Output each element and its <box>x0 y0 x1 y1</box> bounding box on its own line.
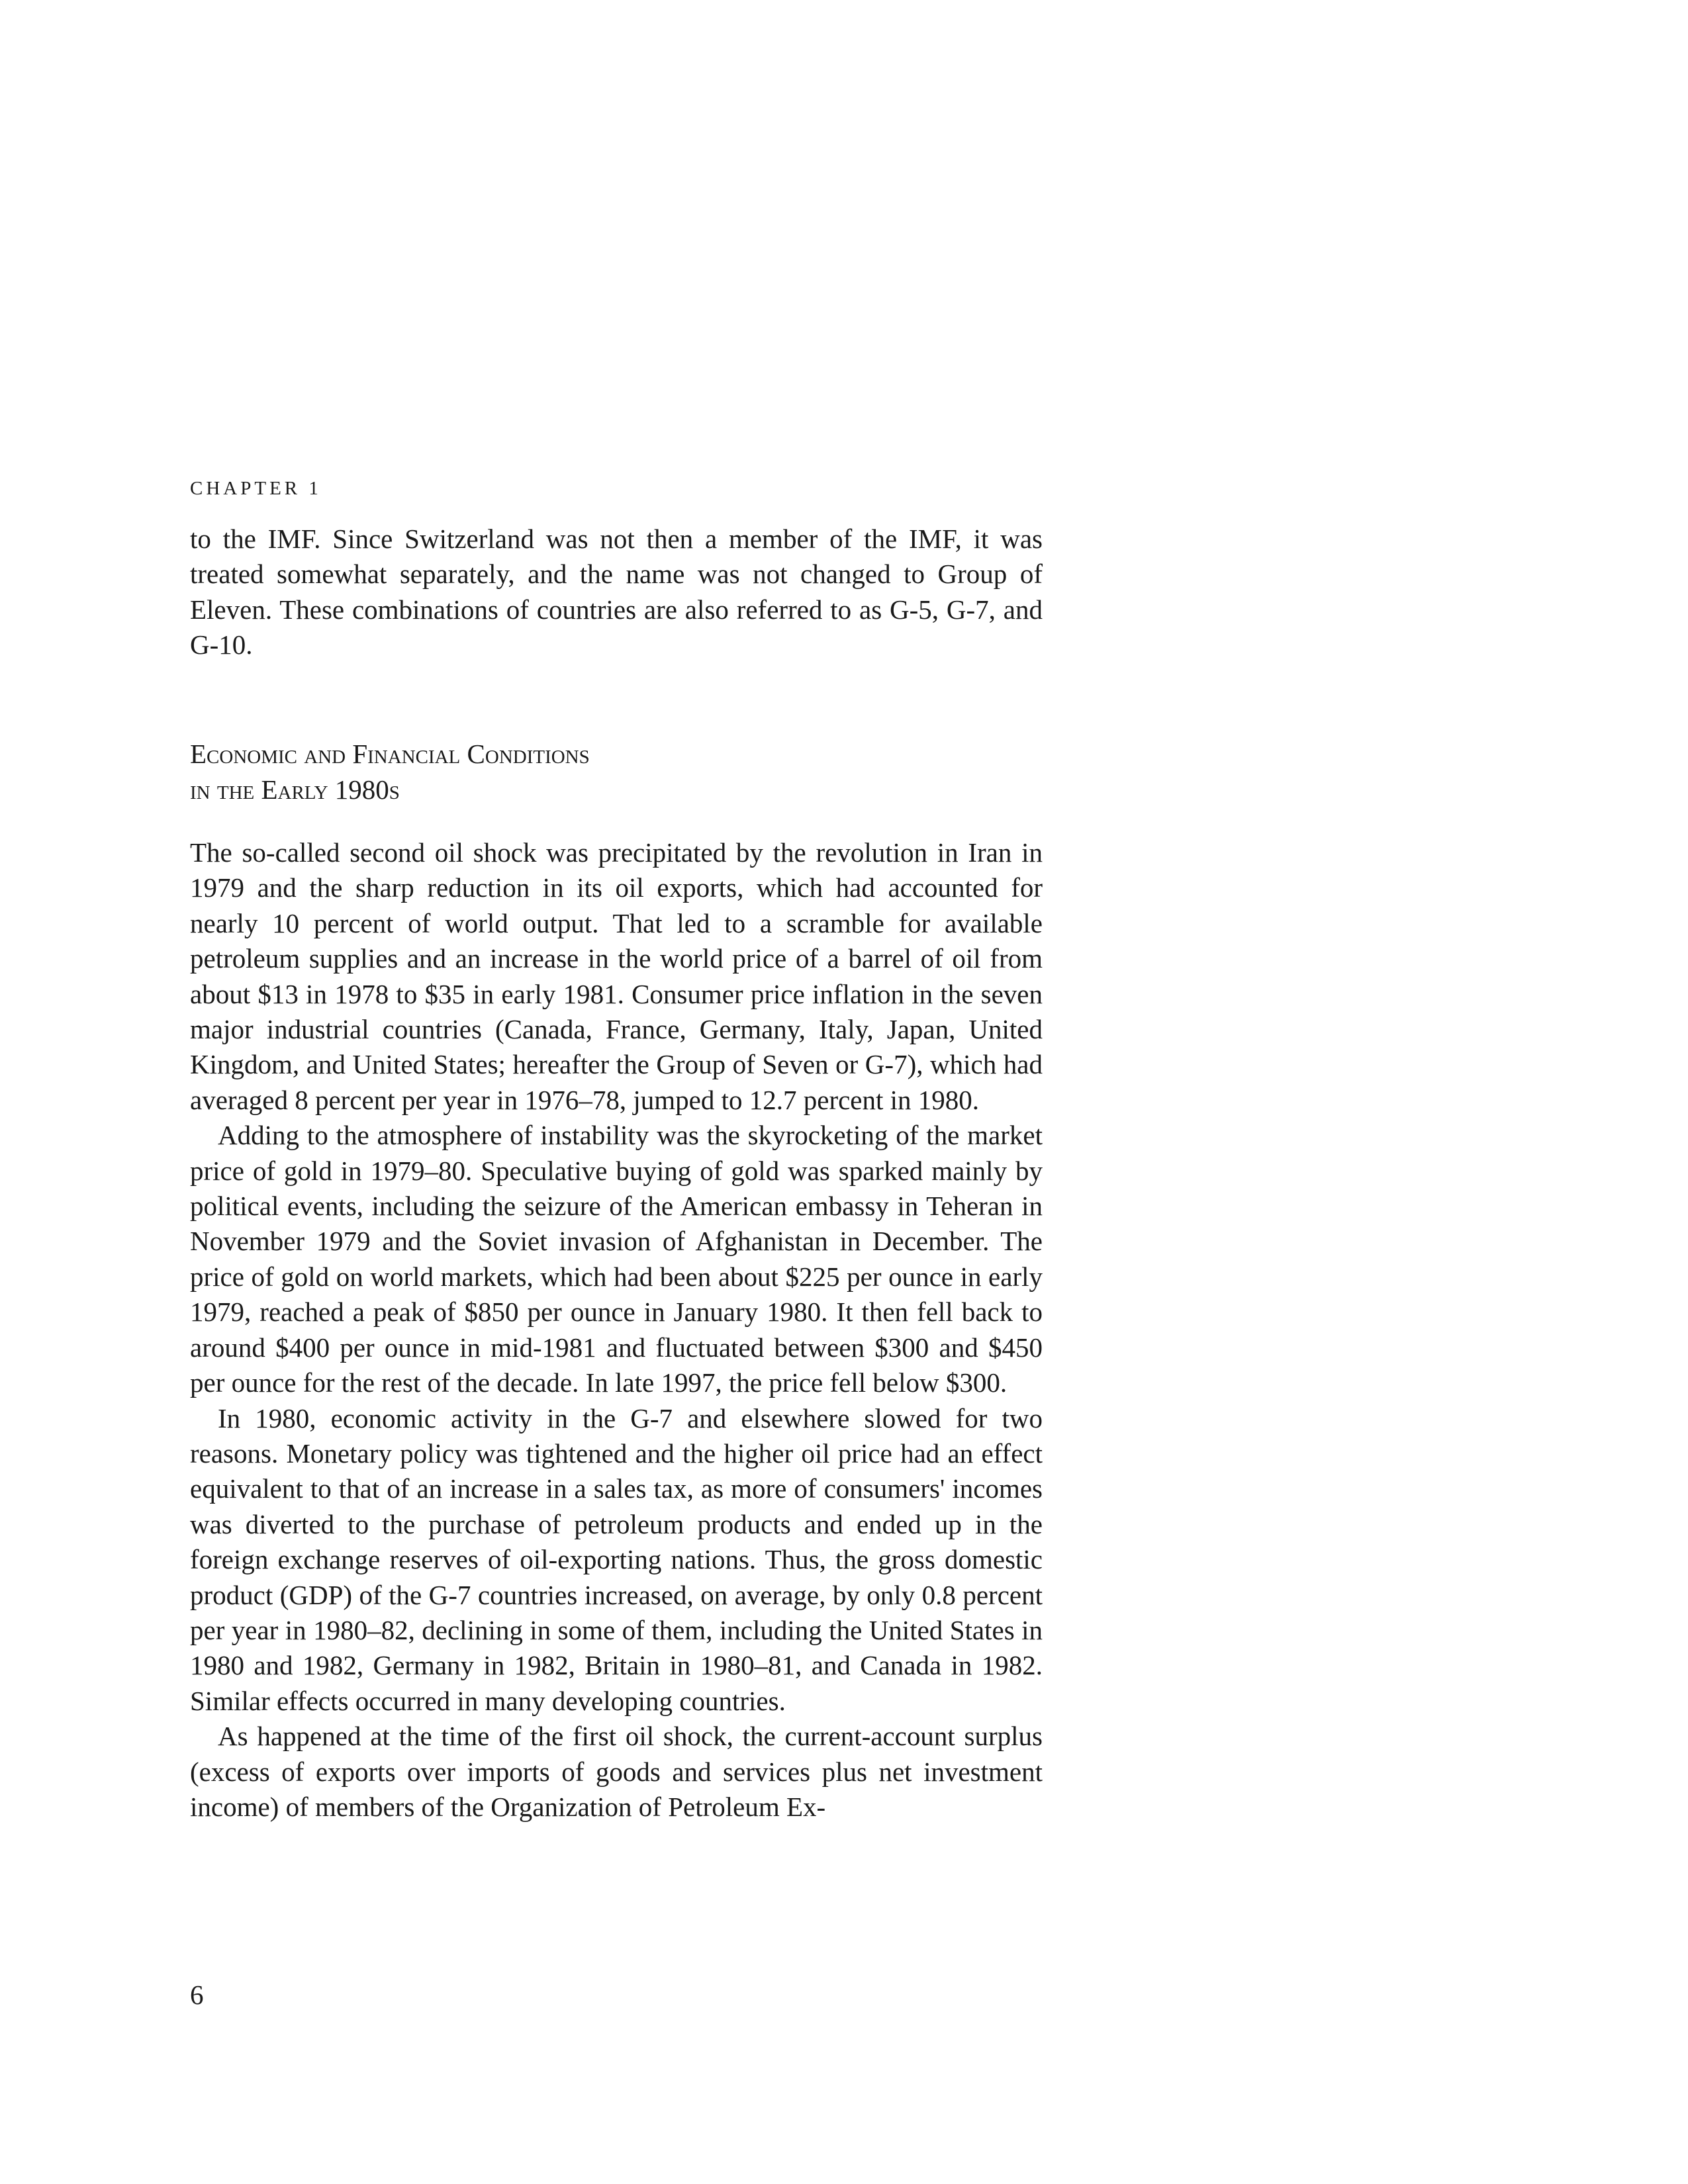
section-heading-line-2: in the Early 1980s <box>190 774 400 805</box>
continued-paragraph: to the IMF. Since Switzerland was not then a member of the IMF, it was treated somewhat separately, and the name was not changed to Group of Eleven. These combinations of countries are also referred to as G-5, G-7, and G-10. <box>190 523 1043 660</box>
section-body <box>190 835 1043 1825</box>
section-heading <box>190 736 590 807</box>
page-number: 6 <box>190 1979 204 2010</box>
body-paragraph-3: In 1980, economic activity in the G-7 and elsewhere slowed for two reasons. Monetary policy was tightened and the higher oil price had an effect equivalent to that of an increase in a sales tax, as more of consumers' incomes was diverted to the purchase of petroleum products and ended up in the foreign exchange reserves of oil-exporting nations. Thus, the gross domestic product (GDP) of the G-7 countries increased, on average, by only 0.8 percent per year in 1980–82, declining in some of them, including the United States in 1980 and 1982, Germany in 1982, Britain in 1980–81, and Canada in 1982. Similar effects occurred in many developing countries. <box>190 1402 1043 1716</box>
body-paragraph-2: Adding to the atmosphere of instability was the skyrocketing of the market price of gold in 1979–80. Speculative buying of gold was sparked mainly by political events, including the seizure of the American embassy in Teheran in November 1979 and the Soviet invasion of Afghanistan in December. The price of gold on world markets, which had been about $225 per ounce in early 1979, reached a peak of $850 per ounce in January 1980. It then fell back to around $400 per ounce in mid-1981 and fluctuated between $300 and $450 per ounce for the rest of the decade. In late 1997, the price fell below $300. <box>190 1120 1043 1398</box>
body-paragraph-4: As happened at the time of the first oil shock, the current-account surplus (excess of exports over imports of goods and services plus net investment income) of members of the Organization of Petroleum Ex- <box>190 1721 1043 1822</box>
continued-text-block <box>190 522 1043 663</box>
section-heading-line-1: Economic and Financial Conditions <box>190 739 590 769</box>
running-head: CHAPTER 1 <box>190 478 322 499</box>
body-paragraph-1: The so-called second oil shock was precipitated by the revolution in Iran in 1979 and the sharp reduction in its oil exports, which had accounted for nearly 10 percent of world output. That led to a scramble for available petroleum supplies and an increase in the world price of a barrel of oil from about $13 in 1978 to $35 in early 1981. Consumer price inflation in the seven major industrial countries (Canada, France, Germany, Italy, Japan, United Kingdom, and United States; hereafter the Group of Seven or G-7), which had averaged 8 percent per year in 1976–78, jumped to 12.7 percent in 1980. <box>190 837 1043 1115</box>
